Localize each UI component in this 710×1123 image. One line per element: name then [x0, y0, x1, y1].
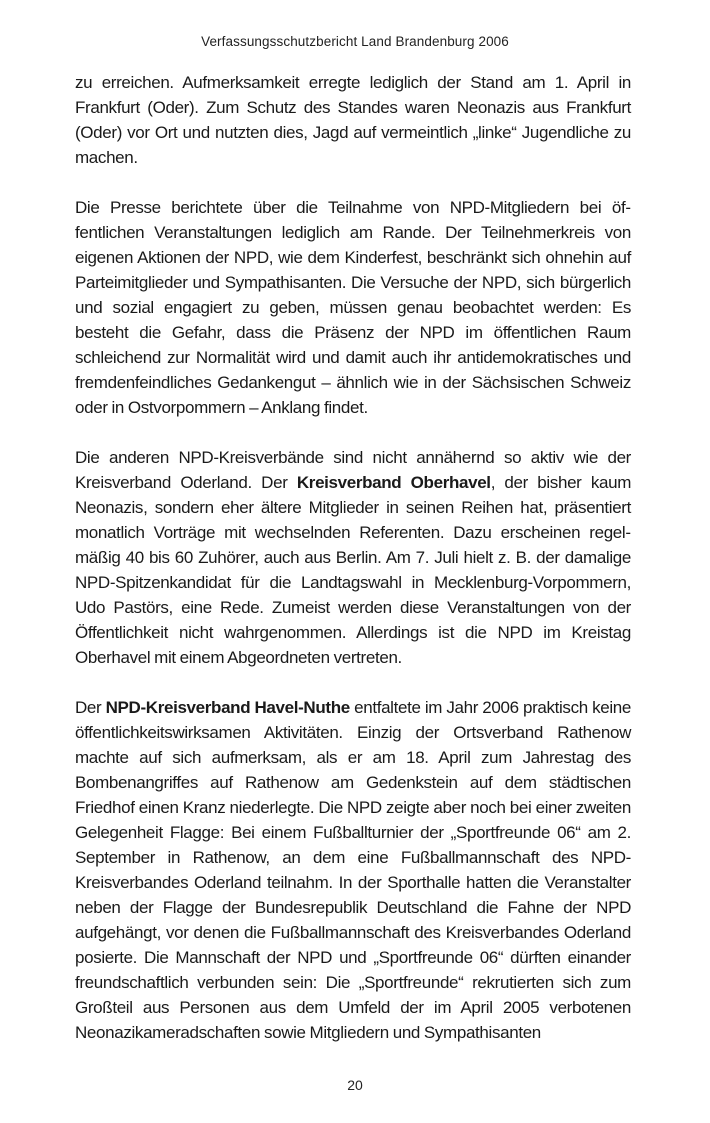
paragraph-4-bold-term: NPD-Kreisverband Havel-Nuthe	[105, 698, 350, 717]
paragraph-3	[75, 445, 631, 670]
paragraph-4	[75, 695, 631, 1045]
paragraph-4-text-before: Der	[75, 698, 106, 717]
paragraph-3-text-after: , der bisher kaum Neonazis, sondern eher ältere Mitglieder in seinen Reihen hat, präsentiert monatlich Vorträge mit wechselnden Referenten. Dazu erscheinen regelmäßig 40 bis 60 Zuhörer, auch aus Berlin. Am 7. Juli hielt z. B. der damalige NPD-Spitzenkandidat für die Landtagswahl in Mecklenburg-Vorpommern, Udo Pastörs, eine Rede. Zumeist werden diese Veranstaltungen von der Öffentlichkeit nicht wahrgenommen. Allerdings ist die NPD im Kreistag Oberhavel mit einem Abgeordneten vertreten.	[75, 473, 631, 667]
paragraph-3-bold-term: Kreisverband Oberhavel	[296, 473, 491, 492]
body-text	[75, 70, 631, 1045]
paragraph-2: Die Presse berichtete über die Teilnahme von NPD-Mitgliedern bei öffentlichen Veranstaltungen lediglich am Rande. Der Teilnehmerkreis von eigenen Aktionen der NPD, wie dem Kinderfest, beschränkt sich ohnehin auf Parteimitglieder und Sympathisanten. Die Versuche der NPD, sich bürgerlich und sozial engagiert zu geben, müssen genau beobachtet werden: Es besteht die Gefahr, dass die Präsenz der NPD im öffentlichen Raum schleichend zur Normalität wird und damit auch ihr antidemokratisches und fremdenfeindliches Gedankengut – ähnlich wie in der Sächsischen Schweiz oder in Ostvorpommern – Anklang findet.	[75, 198, 631, 417]
paragraph-1: zu erreichen. Aufmerksamkeit erregte lediglich der Stand am 1. April in Frankfurt (Oder). Zum Schutz des Standes waren Neonazis aus Frankfurt (Oder) vor Ort und nutzten dies, Jagd auf vermeintlich „linke“ Jugendliche zu machen.	[75, 73, 631, 167]
page-number: 20	[347, 1077, 363, 1093]
paragraph-3-text-before: Die anderen NPD-Kreisverbände sind nicht annähernd so aktiv wie der Kreisverband Oderland. Der	[75, 448, 631, 492]
paragraph-4-text-after: entfaltete im Jahr 2006 praktisch keine öffentlichkeitswirksamen Aktivitäten. Einzig der Ortsverband Rathenow machte auf sich aufmerksam, als er am 18. April zum Jahrestag des Bombenangriffes auf Rathenow am Gedenkstein auf dem städtischen Friedhof einen Kranz niederlegte. Die NPD zeigte aber noch bei einer zweiten Gelegenheit Flagge: Bei einem Fußballturnier der „Sportfreunde 06“ am 2. September in Rathenow, an dem eine Fußballmannschaft des NPD-Kreisverbandes Oderland teilnahm. In der Sporthalle hatten die Veranstalter neben der Flagge der Bundesrepublik Deutschland die Fahne der NPD aufgehängt, vor denen die Fußballmannschaft des Kreisverbandes Oderland posierte. Die Mannschaft der NPD und „Sportfreunde 06“ dürften einander freundschaftlich verbunden sein: Die „Sportfreunde“ rekrutierten sich zum Großteil aus Personen aus dem Umfeld der im April 2005 verbotenen Neonazikameradschaften sowie Mitgliedern und Sympathisanten	[75, 698, 631, 1042]
running-header: Verfassungsschutzbericht Land Brandenburg 2006	[201, 34, 509, 49]
